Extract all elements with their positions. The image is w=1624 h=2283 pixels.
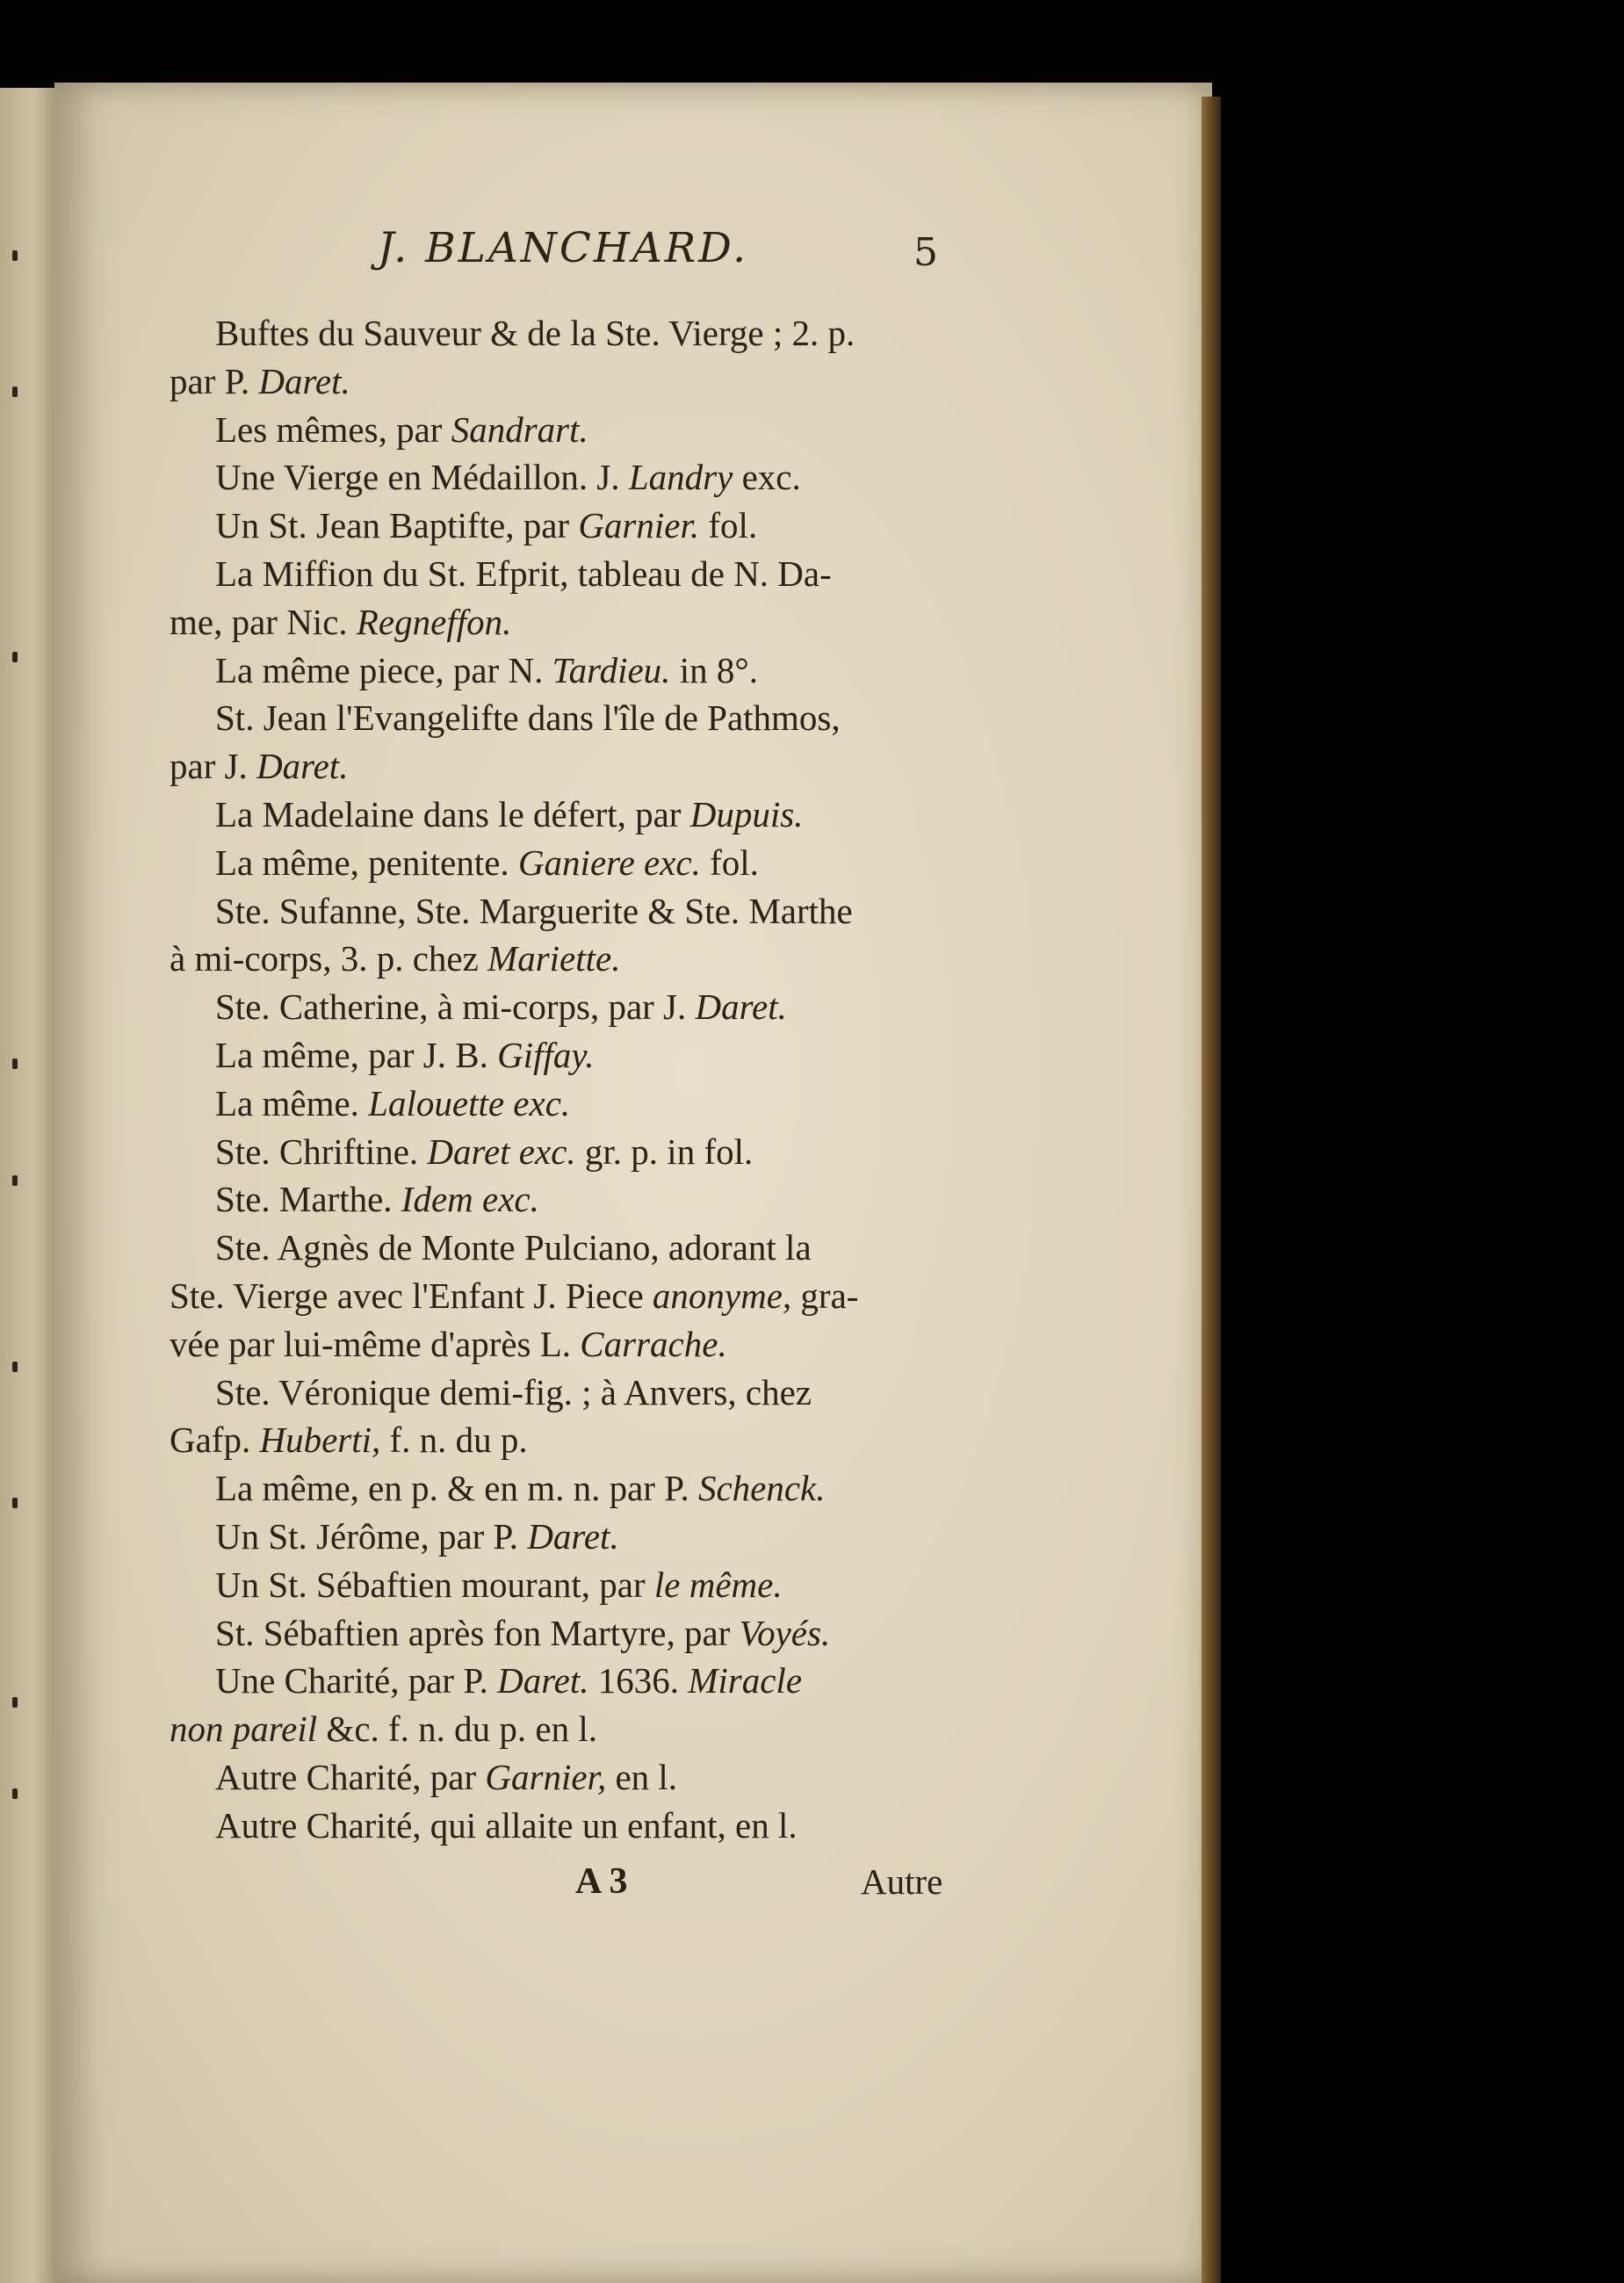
italic-text: Voyés. bbox=[739, 1612, 831, 1653]
text-run: Gafp. bbox=[170, 1420, 260, 1461]
italic-text: Dupuis. bbox=[689, 793, 804, 834]
text-line bbox=[170, 839, 969, 887]
text-line: Ste. Agnès de Monte Pulciano, adorant la bbox=[215, 1227, 812, 1268]
text-run: me, par Nic. bbox=[170, 601, 357, 642]
text-line bbox=[170, 742, 969, 791]
text-run: à mi-corps, 3. p. chez bbox=[170, 938, 488, 979]
text-run: Une Charité, par P. bbox=[215, 1660, 498, 1701]
italic-text: Miracle bbox=[688, 1660, 803, 1701]
text-line bbox=[170, 598, 969, 647]
text-run: Ste. Vierge avec l'Enfant J. Piece bbox=[170, 1275, 653, 1316]
text-run: en l. bbox=[606, 1756, 678, 1797]
italic-text: Carrache. bbox=[580, 1323, 727, 1364]
text-line: Ste. Véronique demi-fig. ; à Anvers, chez bbox=[215, 1371, 812, 1412]
italic-text: Huberti, bbox=[259, 1420, 381, 1461]
italic-text: Giffay. bbox=[497, 1034, 595, 1075]
text-line bbox=[170, 1320, 969, 1369]
text-line bbox=[170, 1561, 969, 1609]
text-line: Ste. Sufanne, Ste. Marguerite & Ste. Marthe bbox=[215, 890, 853, 931]
text-run: fol. bbox=[699, 505, 758, 546]
text-line bbox=[170, 1657, 969, 1705]
italic-text: Lalouette exc. bbox=[368, 1082, 571, 1123]
book-binding-edge bbox=[1202, 97, 1221, 2283]
text-line bbox=[170, 1272, 969, 1320]
text-line: La Miffion du St. Efprit, tableau de N. Da- bbox=[215, 553, 832, 594]
italic-text: Garnier. bbox=[578, 505, 700, 546]
italic-text: Landry bbox=[628, 457, 733, 498]
text-line bbox=[170, 1464, 969, 1513]
italic-text: Ganiere exc. bbox=[517, 842, 701, 883]
text-run: gra- bbox=[791, 1275, 859, 1316]
text-run: par P. bbox=[170, 360, 259, 401]
text-run: La même piece, par N. bbox=[215, 649, 552, 690]
text-line bbox=[170, 502, 969, 550]
text-run: 1636. bbox=[588, 1660, 689, 1701]
catalogue-entries bbox=[170, 309, 969, 1850]
italic-text: anonyme, bbox=[652, 1275, 792, 1316]
text-run: Autre Charité, par bbox=[215, 1756, 486, 1797]
text-run: &c. f. n. du p. en l. bbox=[317, 1709, 598, 1750]
italic-text: Idem exc. bbox=[401, 1179, 539, 1220]
text-line bbox=[170, 358, 969, 406]
text-run: exc. bbox=[733, 457, 801, 498]
italic-text: non pareil bbox=[170, 1709, 318, 1750]
text-line bbox=[170, 1031, 969, 1080]
text-run: La Madelaine dans le défert, par bbox=[215, 793, 690, 834]
facing-page-edge bbox=[0, 88, 54, 2283]
text-line bbox=[170, 935, 969, 983]
italic-text: Tardieu. bbox=[552, 649, 671, 690]
text-line bbox=[170, 791, 969, 839]
text-line: Buftes du Sauveur & de la Ste. Vierge ; 2. p. bbox=[215, 313, 855, 353]
italic-text: Mariette. bbox=[487, 938, 621, 979]
text-line bbox=[170, 647, 969, 695]
italic-text: le même. bbox=[653, 1564, 783, 1605]
page-number: 5 bbox=[913, 230, 938, 275]
text-line bbox=[170, 1128, 969, 1176]
italic-text: Daret. bbox=[527, 1515, 619, 1557]
text-run: Un St. Jean Baptifte, par bbox=[215, 505, 579, 546]
text-run: par J. bbox=[170, 746, 257, 787]
catchword: Autre bbox=[861, 1861, 943, 1902]
text-line bbox=[170, 1753, 969, 1802]
text-line bbox=[170, 453, 969, 502]
italic-text: Daret. bbox=[258, 360, 350, 401]
italic-text: Daret. bbox=[695, 986, 787, 1028]
text-line bbox=[170, 1705, 969, 1753]
text-run: in 8°. bbox=[670, 649, 758, 690]
text-run: Ste. Chriftine. bbox=[215, 1131, 428, 1172]
text-line bbox=[170, 983, 969, 1031]
text-run: Un St. Sébaftien mourant, par bbox=[215, 1564, 654, 1605]
text-run: Les mêmes, par bbox=[215, 408, 451, 450]
italic-text: Daret. bbox=[497, 1660, 589, 1701]
text-line bbox=[170, 406, 969, 454]
text-line bbox=[170, 1513, 969, 1561]
text-run: fol. bbox=[700, 842, 759, 883]
text-line bbox=[170, 1080, 969, 1128]
text-run: La même, penitente. bbox=[215, 842, 518, 883]
signature-mark: A 3 bbox=[575, 1861, 628, 1902]
italic-text: Daret. bbox=[256, 746, 349, 787]
text-run: f. n. du p. bbox=[380, 1420, 528, 1461]
text-run: La même, en p. & en m. n. par P. bbox=[215, 1468, 698, 1509]
text-run: La même, par J. B. bbox=[215, 1034, 498, 1075]
text-run: St. Sébaftien après fon Martyre, par bbox=[215, 1612, 740, 1653]
text-line: St. Jean l'Evangelifte dans l'île de Pathmos, bbox=[215, 697, 841, 739]
italic-text: Schenck. bbox=[697, 1468, 826, 1509]
italic-text: Sandrart. bbox=[451, 408, 588, 450]
text-run: Une Vierge en Médaillon. J. bbox=[215, 457, 629, 498]
text-run: Ste. Marthe. bbox=[215, 1179, 401, 1220]
text-run: Ste. Catherine, à mi-corps, par J. bbox=[215, 986, 696, 1028]
text-run: vée par lui-même d'après L. bbox=[170, 1323, 581, 1364]
text-run: gr. p. in fol. bbox=[575, 1131, 754, 1172]
italic-text: Regneffon. bbox=[356, 601, 512, 642]
text-line bbox=[170, 1175, 969, 1224]
text-line bbox=[170, 1416, 969, 1464]
running-title: J. BLANCHARD. bbox=[378, 224, 749, 272]
italic-text: Daret exc. bbox=[427, 1131, 576, 1172]
text-line bbox=[170, 1609, 969, 1658]
italic-text: Garnier, bbox=[485, 1756, 607, 1797]
text-run: Un St. Jérôme, par P. bbox=[215, 1515, 528, 1557]
text-run: La même. bbox=[215, 1082, 369, 1123]
text-line: Autre Charité, qui allaite un enfant, en l. bbox=[215, 1804, 798, 1846]
